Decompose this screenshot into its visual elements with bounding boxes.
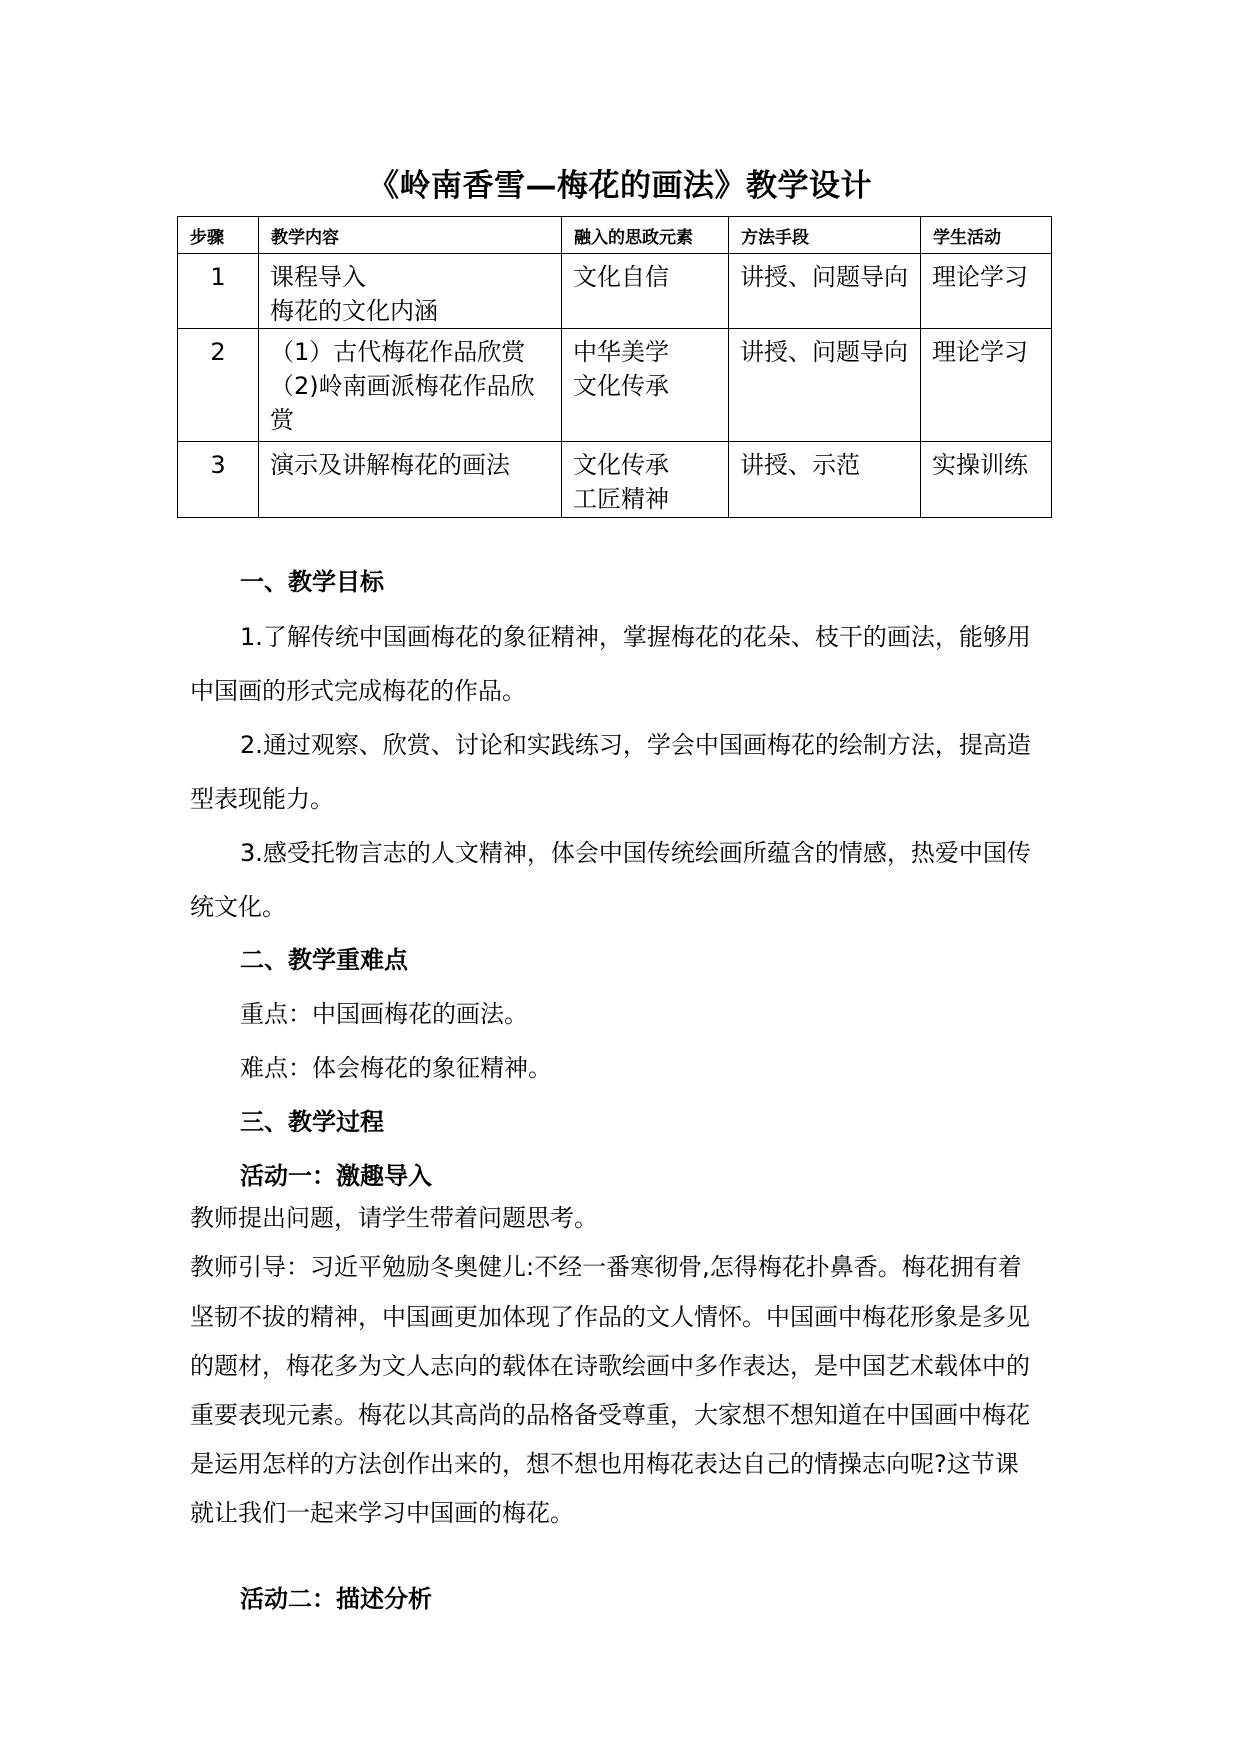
activity-1-paragraph-line: 教师引导：习近平勉励冬奥健儿:不经一番寒彻骨,怎得梅花扑鼻香。梅花拥有着 [190,1253,1022,1281]
table-header-row [178,217,1052,254]
goal-2-line-1: 2.通过观察、欣赏、讨论和实践练习，学会中国画梅花的绘制方法，提高造 [240,731,1031,759]
activity-1-paragraph-line: 的题材，梅花多为文人志向的载体在诗歌绘画中多作表达，是中国艺术载体中的 [190,1352,1030,1380]
activity-cell [921,442,1052,518]
activity-cell [921,329,1052,442]
header-activity: 学生活动 [921,217,1052,254]
content-line: 演示及讲解梅花的画法 [270,451,510,479]
activity-text: 理论学习 [932,338,1028,366]
goal-1-line-2: 中国画的形式完成梅花的作品。 [190,677,526,705]
elements-cell [562,442,729,518]
key-point-text: 重点：中国画梅花的画法。 [240,1000,528,1028]
method-text: 讲授、问题导向 [740,338,908,366]
element-line: 文化传承 [573,451,669,479]
activity-cell [921,254,1052,329]
goal-3-line-1: 3.感受托物言志的人文精神，体会中国传统绘画所蕴含的情感，热爱中国传 [240,839,1031,867]
activity-1-paragraph-line: 就让我们一起来学习中国画的梅花。 [190,1499,574,1527]
method-cell [729,254,921,329]
table-row [178,329,1052,442]
activity-1-paragraph-line: 重要表现元素。梅花以其高尚的品格备受尊重，大家想不想知道在中国画中梅花 [190,1401,1030,1429]
process-heading: 三、教学过程 [240,1108,384,1136]
method-cell [729,329,921,442]
content-line: （2)岭南画派梅花作品欣赏 [270,372,535,434]
elements-cell [562,254,729,329]
header-elements: 融入的思政元素 [562,217,729,254]
content-line: 课程导入 [270,263,366,291]
goal-2-line-2: 型表现能力。 [190,785,334,813]
activity-2-heading: 活动二：描述分析 [240,1585,432,1613]
activity-1-paragraph-line: 是运用怎样的方法创作出来的，想不想也用梅花表达自己的情操志向呢?这节课 [190,1450,1019,1478]
activity-1-intro: 教师提出问题，请学生带着问题思考。 [190,1204,598,1232]
content-cell [259,329,562,442]
element-line: 文化自信 [573,263,669,291]
method-cell [729,442,921,518]
activity-text: 理论学习 [932,263,1028,291]
goal-1-line-1: 1.了解传统中国画梅花的象征精神，掌握梅花的花朵、枝干的画法，能够用 [240,623,1031,651]
method-text: 讲授、示范 [740,451,860,479]
header-step: 步骤 [178,217,259,254]
element-line: 工匠精神 [573,485,669,513]
content-line: 梅花的文化内涵 [270,297,438,325]
step-cell: 3 [178,442,259,518]
step-cell: 1 [178,254,259,329]
document-title: 《岭南香雪—梅花的画法》教学设计 [368,168,872,204]
step-cell: 2 [178,329,259,442]
goals-heading: 一、教学目标 [240,568,384,596]
method-text: 讲授、问题导向 [740,263,908,291]
header-method: 方法手段 [729,217,921,254]
element-line: 中华美学 [573,338,669,366]
content-line: （1）古代梅花作品欣赏 [270,338,526,366]
element-line: 文化传承 [573,372,669,400]
content-cell [259,254,562,329]
content-cell [259,442,562,518]
elements-cell [562,329,729,442]
goal-3-line-2: 统文化。 [190,893,286,921]
header-content: 教学内容 [259,217,562,254]
lesson-plan-table [177,216,1052,518]
hard-point-text: 难点：体会梅花的象征精神。 [240,1054,552,1082]
table-row [178,442,1052,518]
key-points-heading: 二、教学重难点 [240,946,408,974]
activity-1-heading: 活动一：激趣导入 [240,1162,432,1190]
activity-text: 实操训练 [932,451,1028,479]
table-row [178,254,1052,329]
activity-1-paragraph-line: 坚韧不拔的精神，中国画更加体现了作品的文人情怀。中国画中梅花形象是多见 [190,1303,1030,1331]
